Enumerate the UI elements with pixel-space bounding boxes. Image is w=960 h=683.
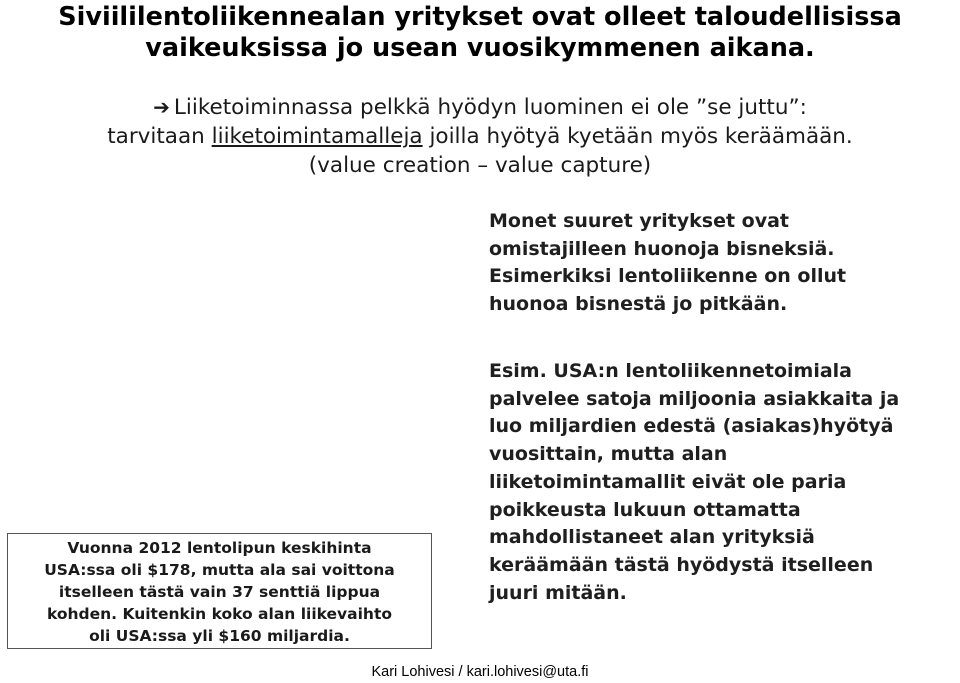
note-line: oli USA:ssa yli $160 miljardia. xyxy=(89,627,350,645)
key-point-text-1: Liiketoiminnassa pelkkä hyödyn luominen ei ole ”se juttu”: xyxy=(173,95,807,120)
ticket-price-note-box xyxy=(7,533,432,649)
key-point-line-2 xyxy=(0,122,960,151)
slide-title xyxy=(0,2,960,64)
note-line: itselleen tästä vain 37 senttiä lippua xyxy=(58,583,381,601)
note-line: Vuonna 2012 lentolipun keskihinta xyxy=(67,539,372,557)
key-point xyxy=(0,93,960,180)
key-point-text-2b: joilla hyötyä kyetään myös keräämään. xyxy=(422,124,853,149)
key-point-line-1 xyxy=(0,93,960,122)
right-arrow-icon: ➔ xyxy=(153,95,170,119)
slide-title-line-2: vaikeuksissa jo usean vuosikymmenen aikana. xyxy=(145,33,815,63)
note-line: USA:ssa oli $178, mutta ala sai voittona xyxy=(44,561,395,579)
note-line: kohden. Kuitenkin koko alan liikevaihto xyxy=(46,605,393,623)
slide-title-line-1: Siviililentoliikennealan yritykset ovat olleet taloudellisissa xyxy=(58,2,902,32)
author-footer: Kari Lohivesi / kari.lohivesi@uta.fi xyxy=(371,664,589,680)
observation-line: Monet suuret yritykset ovat xyxy=(489,210,789,232)
observation-line: Esimerkiksi lentoliikenne on ollut xyxy=(489,265,847,288)
example-line: palvelee satoja miljoonia asiakkaita ja xyxy=(489,387,900,410)
business-models-term: liiketoimintamalleja xyxy=(211,124,423,149)
key-point-line-3: (value creation – value capture) xyxy=(308,153,652,178)
observation-line: huonoa bisnestä jo pitkään. xyxy=(489,293,788,316)
observation-paragraph xyxy=(489,208,954,319)
example-line: juuri mitään. xyxy=(489,581,627,604)
example-line: luo miljardien edestä (asiakas)hyötyä xyxy=(489,415,894,438)
observation-line: omistajilleen huonoja bisneksiä. xyxy=(489,237,835,260)
example-line: liiketoimintamallit eivät ole paria xyxy=(489,470,847,493)
example-paragraph xyxy=(489,358,954,607)
example-line: Esim. USA:n lentoliikennetoimiala xyxy=(489,360,853,382)
example-line: keräämään tästä hyödystä itselleen xyxy=(489,553,874,576)
example-line: mahdollistaneet alan yrityksiä xyxy=(489,526,815,549)
key-point-text-2a: tarvitaan xyxy=(107,124,212,149)
example-line: vuosittain, mutta alan xyxy=(489,443,728,466)
example-line: poikkeusta lukuun ottamatta xyxy=(489,498,801,521)
